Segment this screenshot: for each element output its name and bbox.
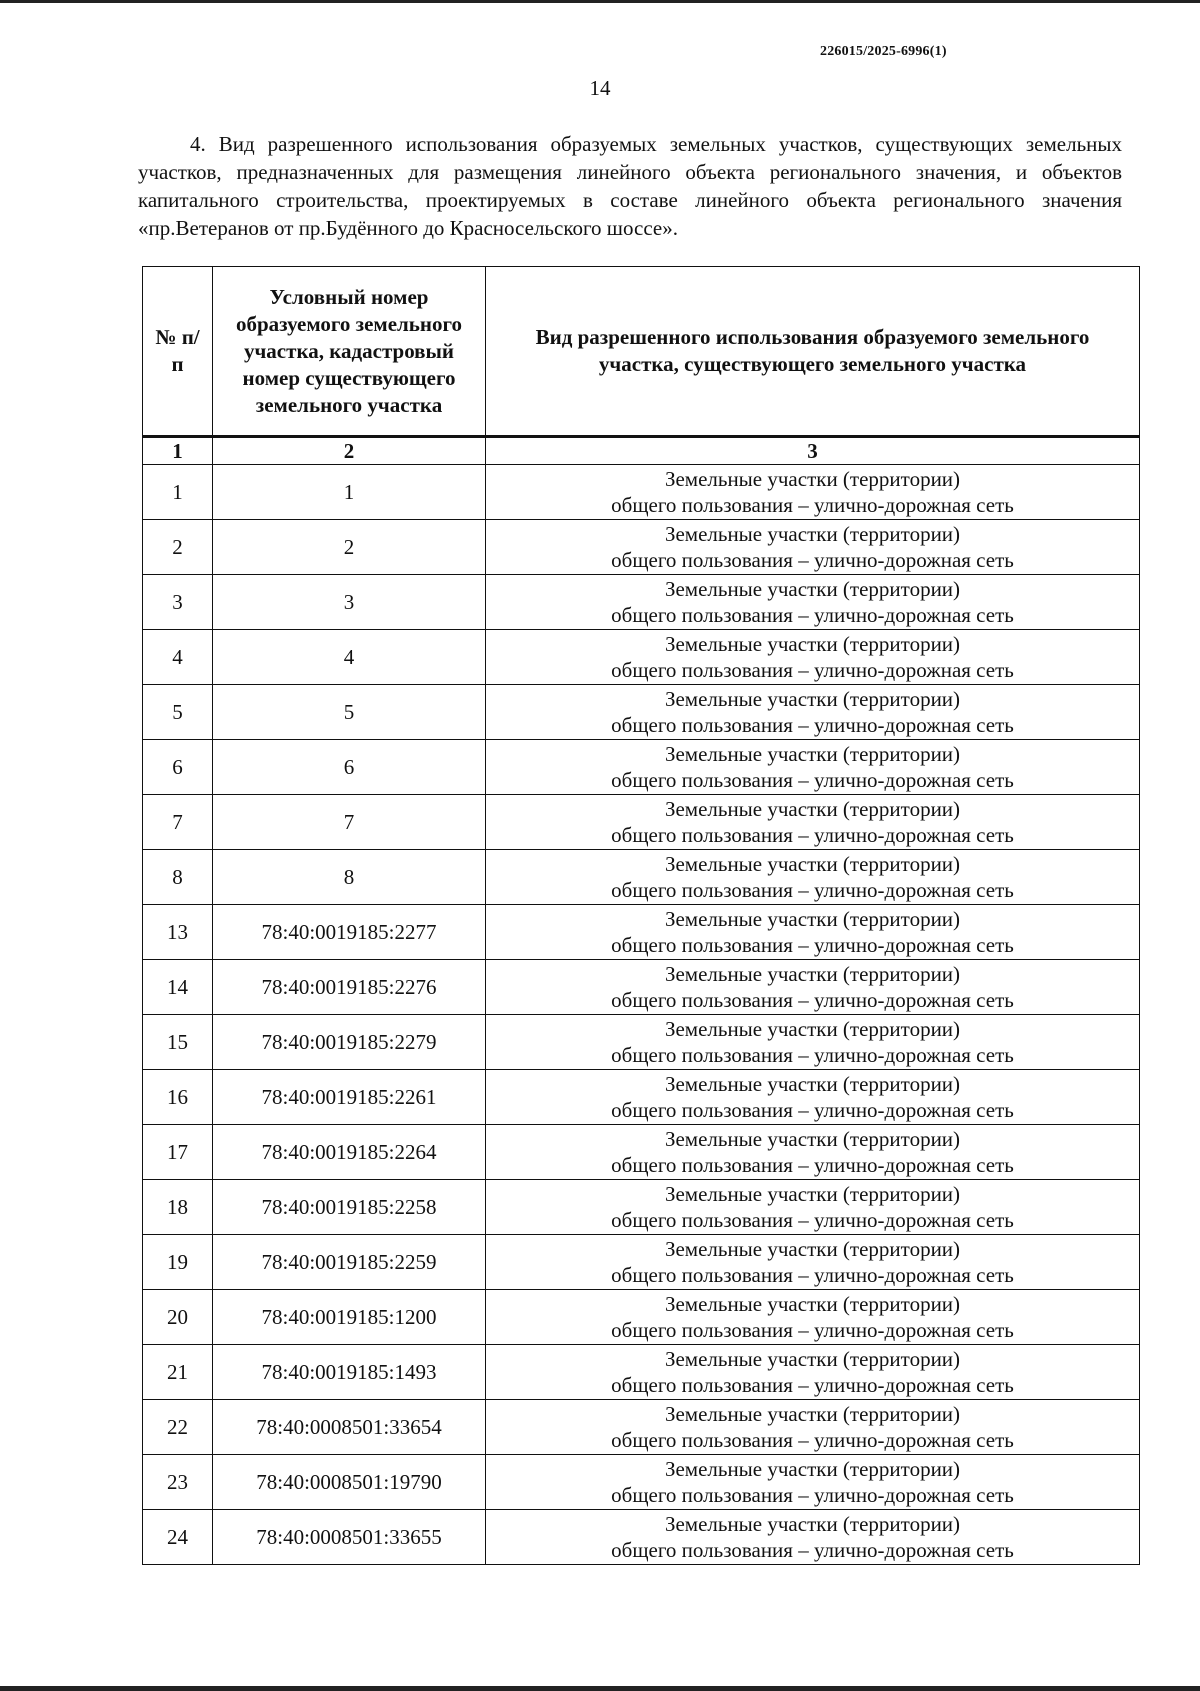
permitted-use-cell: [486, 740, 1140, 795]
permitted-use-cell: [486, 1125, 1140, 1180]
table-row: [143, 630, 1140, 685]
parcel-id-cell: 78:40:0019185:2277: [213, 905, 486, 960]
permitted-use-line-2: общего пользования – улично-дорожная сеть: [611, 493, 1014, 517]
permitted-use-line-1: Земельные участки (территории): [664, 797, 961, 821]
table-row: [143, 850, 1140, 905]
row-number-cell: 17: [143, 1125, 213, 1180]
table-row: [143, 740, 1140, 795]
permitted-use-line-2: общего пользования – улично-дорожная сеть: [611, 713, 1014, 737]
permitted-use-line-2: общего пользования – улично-дорожная сеть: [611, 933, 1014, 957]
permitted-use-cell: [486, 795, 1140, 850]
row-number-cell: 15: [143, 1015, 213, 1070]
row-number-cell: 19: [143, 1235, 213, 1290]
parcel-id-cell: 78:40:0019185:2261: [213, 1070, 486, 1125]
row-number-cell: 14: [143, 960, 213, 1015]
parcel-id-cell: 5: [213, 685, 486, 740]
permitted-use-line-2: общего пользования – улично-дорожная сеть: [611, 1538, 1014, 1562]
permitted-use-cell: [486, 1290, 1140, 1345]
table-row: [143, 1070, 1140, 1125]
document-id: 226015/2025-6996(1): [820, 44, 947, 59]
table-header: [143, 267, 1140, 465]
permitted-use-line-1: Земельные участки (территории): [664, 1072, 961, 1096]
permitted-use-line-1: Земельные участки (территории): [664, 1512, 961, 1536]
header-parcel-id: Условный номер образуемого земельного участка, кадастровый номер существующего земельного участка: [213, 267, 486, 437]
permitted-use-cell: [486, 520, 1140, 575]
row-number-cell: 7: [143, 795, 213, 850]
permitted-use-cell: [486, 905, 1140, 960]
permitted-use-cell: [486, 1510, 1140, 1565]
permitted-use-line-2: общего пользования – улично-дорожная сеть: [611, 658, 1014, 682]
permitted-use-line-1: Земельные участки (территории): [664, 1127, 961, 1151]
table-row: [143, 1125, 1140, 1180]
permitted-use-line-2: общего пользования – улично-дорожная сеть: [611, 1208, 1014, 1232]
table-row: [143, 960, 1140, 1015]
table-row: [143, 1345, 1140, 1400]
permitted-use-line-2: общего пользования – улично-дорожная сеть: [611, 1263, 1014, 1287]
permitted-use-line-1: Земельные участки (территории): [664, 1182, 961, 1206]
parcel-id-cell: 78:40:0008501:33654: [213, 1400, 486, 1455]
row-number-cell: 23: [143, 1455, 213, 1510]
table-row: [143, 1235, 1140, 1290]
permitted-use-line-2: общего пользования – улично-дорожная сеть: [611, 548, 1014, 572]
table-row: [143, 465, 1140, 520]
permitted-use-line-1: Земельные участки (территории): [664, 1237, 961, 1261]
parcel-id-cell: 78:40:0019185:2276: [213, 960, 486, 1015]
permitted-use-line-1: Земельные участки (территории): [664, 742, 961, 766]
permitted-use-line-1: Земельные участки (территории): [664, 1402, 961, 1426]
row-number-cell: 16: [143, 1070, 213, 1125]
permitted-use-line-1: Земельные участки (территории): [664, 1017, 961, 1041]
column-number-1: 1: [143, 437, 213, 465]
column-number-2: 2: [213, 437, 486, 465]
permitted-use-cell: [486, 850, 1140, 905]
permitted-use-line-1: Земельные участки (территории): [664, 687, 961, 711]
permitted-use-line-2: общего пользования – улично-дорожная сеть: [611, 768, 1014, 792]
table-row: [143, 1455, 1140, 1510]
permitted-use-cell: [486, 575, 1140, 630]
permitted-use-line-1: Земельные участки (территории): [664, 632, 961, 656]
permitted-use-line-2: общего пользования – улично-дорожная сеть: [611, 878, 1014, 902]
parcel-id-cell: 4: [213, 630, 486, 685]
table-row: [143, 685, 1140, 740]
row-number-cell: 6: [143, 740, 213, 795]
permitted-use-cell: [486, 1235, 1140, 1290]
land-use-table: [142, 266, 1140, 1565]
permitted-use-line-2: общего пользования – улично-дорожная сеть: [611, 988, 1014, 1012]
permitted-use-cell: [486, 1180, 1140, 1235]
permitted-use-cell: [486, 685, 1140, 740]
table-row: [143, 520, 1140, 575]
row-number-cell: 3: [143, 575, 213, 630]
table-row: [143, 1180, 1140, 1235]
page-number: 14: [589, 76, 611, 100]
permitted-use-line-1: Земельные участки (территории): [664, 577, 961, 601]
permitted-use-cell: [486, 1455, 1140, 1510]
table-row: [143, 1015, 1140, 1070]
parcel-id-cell: 78:40:0019185:1493: [213, 1345, 486, 1400]
parcel-id-cell: 78:40:0019185:1200: [213, 1290, 486, 1345]
parcel-id-cell: 7: [213, 795, 486, 850]
table-body: [143, 465, 1140, 1565]
parcel-id-cell: 78:40:0008501:19790: [213, 1455, 486, 1510]
top-scan-border: [0, 0, 1200, 3]
permitted-use-line-2: общего пользования – улично-дорожная сеть: [611, 1428, 1014, 1452]
table-row: [143, 795, 1140, 850]
table-row: [143, 1400, 1140, 1455]
permitted-use-line-2: общего пользования – улично-дорожная сеть: [611, 1043, 1014, 1067]
permitted-use-line-1: Земельные участки (территории): [664, 1292, 961, 1316]
table-row: [143, 905, 1140, 960]
bottom-scan-border: [0, 1686, 1200, 1691]
table-row: [143, 575, 1140, 630]
permitted-use-cell: [486, 1345, 1140, 1400]
permitted-use-cell: [486, 1070, 1140, 1125]
permitted-use-line-1: Земельные участки (территории): [664, 1457, 961, 1481]
parcel-id-cell: 1: [213, 465, 486, 520]
permitted-use-cell: [486, 630, 1140, 685]
row-number-cell: 24: [143, 1510, 213, 1565]
permitted-use-line-2: общего пользования – улично-дорожная сеть: [611, 1483, 1014, 1507]
permitted-use-line-2: общего пользования – улично-дорожная сеть: [611, 823, 1014, 847]
permitted-use-line-2: общего пользования – улично-дорожная сеть: [611, 1153, 1014, 1177]
row-number-cell: 8: [143, 850, 213, 905]
permitted-use-line-1: Земельные участки (территории): [664, 962, 961, 986]
column-number-row: [143, 437, 1140, 465]
permitted-use-line-2: общего пользования – улично-дорожная сеть: [611, 1098, 1014, 1122]
parcel-id-cell: 6: [213, 740, 486, 795]
row-number-cell: 4: [143, 630, 213, 685]
row-number-cell: 1: [143, 465, 213, 520]
parcel-id-cell: 3: [213, 575, 486, 630]
parcel-id-cell: 8: [213, 850, 486, 905]
permitted-use-line-2: общего пользования – улично-дорожная сеть: [611, 1373, 1014, 1397]
column-number-3: 3: [486, 437, 1140, 465]
parcel-id-cell: 2: [213, 520, 486, 575]
parcel-id-cell: 78:40:0008501:33655: [213, 1510, 486, 1565]
row-number-cell: 13: [143, 905, 213, 960]
table-row: [143, 1510, 1140, 1565]
permitted-use-line-2: общего пользования – улично-дорожная сеть: [611, 603, 1014, 627]
parcel-id-cell: 78:40:0019185:2258: [213, 1180, 486, 1235]
permitted-use-line-1: Земельные участки (территории): [664, 1347, 961, 1371]
row-number-cell: 18: [143, 1180, 213, 1235]
parcel-id-cell: 78:40:0019185:2279: [213, 1015, 486, 1070]
intro-paragraph: 4. Вид разрешенного использования образуемых земельных участков, существующих земельных участков, предназначенных для размещения линейного объекта регионального значения, и объектов капитального строительства, проектируемых в составе линейного объекта регионального значения «пр.Ветеранов от пр.Будённого до Красносельского шоссе».: [138, 132, 1122, 240]
header-row-number: № п/п: [143, 267, 213, 437]
parcel-id-cell: 78:40:0019185:2264: [213, 1125, 486, 1180]
header-permitted-use: Вид разрешенного использования образуемого земельного участка, существующего земельного участка: [486, 267, 1140, 437]
permitted-use-cell: [486, 1015, 1140, 1070]
permitted-use-cell: [486, 465, 1140, 520]
parcel-id-cell: 78:40:0019185:2259: [213, 1235, 486, 1290]
permitted-use-line-1: Земельные участки (территории): [664, 852, 961, 876]
permitted-use-line-1: Земельные участки (территории): [664, 522, 961, 546]
table-row: [143, 1290, 1140, 1345]
permitted-use-cell: [486, 1400, 1140, 1455]
row-number-cell: 22: [143, 1400, 213, 1455]
row-number-cell: 21: [143, 1345, 213, 1400]
row-number-cell: 20: [143, 1290, 213, 1345]
row-number-cell: 2: [143, 520, 213, 575]
header-row: [143, 267, 1140, 437]
permitted-use-cell: [486, 960, 1140, 1015]
permitted-use-line-1: Земельные участки (территории): [664, 467, 961, 491]
permitted-use-line-1: Земельные участки (территории): [664, 907, 961, 931]
row-number-cell: 5: [143, 685, 213, 740]
permitted-use-line-2: общего пользования – улично-дорожная сеть: [611, 1318, 1014, 1342]
